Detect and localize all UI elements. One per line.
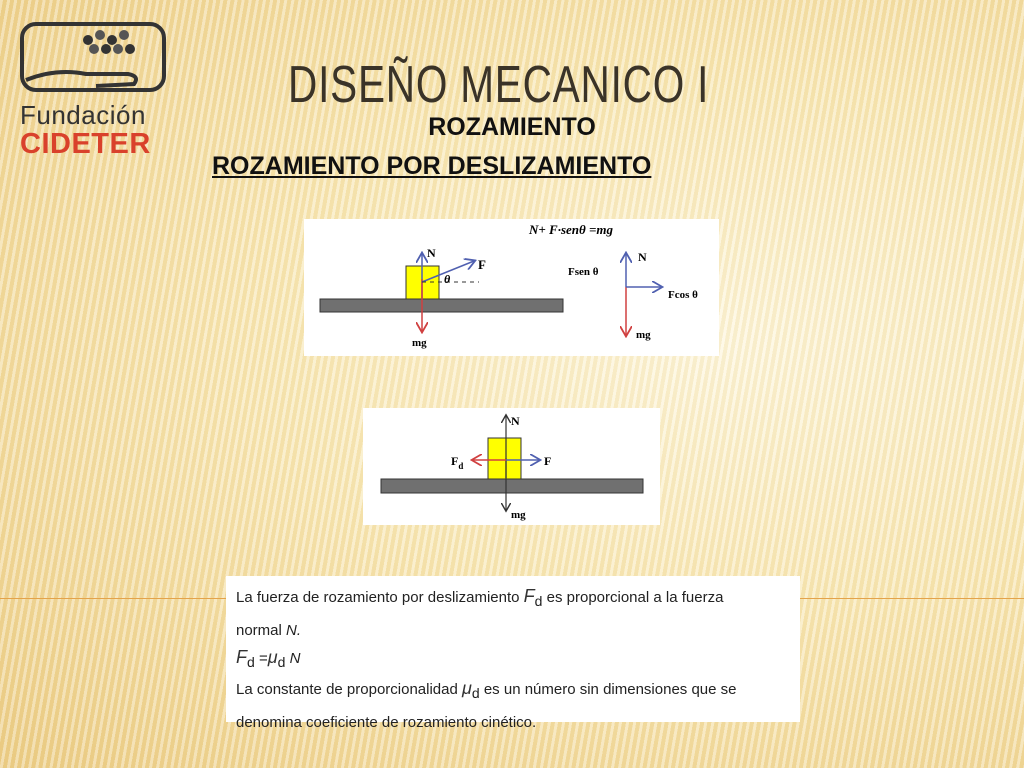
label-mg-2: mg [511,509,526,521]
text-line-5: denomina coeficiente de rozamiento cinético. [236,714,537,731]
text-line-4: La constante de proporcionalidad μd es un número sin dimensiones que se [236,678,737,701]
label-fbd-N: N [638,250,647,264]
label-F-2: F [544,454,552,468]
definition-textbox [226,576,800,731]
text-line-1: La fuerza de rozamiento por deslizamiento Fd es proporcional a la fuerza [236,586,724,609]
definition-paragraph [236,582,796,737]
diagram-inclined-force [304,219,719,356]
logo-text-cideter: CIDETER [20,128,151,160]
subtitle-deslizamiento: ROZAMIENTO POR DESLIZAMIENTO [212,152,652,180]
subtitle-rozamiento-text: ROZAMIENTO [428,113,596,141]
label-Fd: $F_d$ [451,454,464,471]
label-fcos: Fcos θ [668,289,698,301]
label-theta: θ [444,272,451,286]
label-N-2: N [511,414,520,428]
ground-surface-2 [381,479,643,493]
equation-text: N+ F·senθ =mg [529,222,614,237]
block-2 [488,438,521,479]
equation-line: Fd =μd N [236,647,301,670]
label-N: N [427,246,436,260]
text-line-2: normal N. [236,622,302,639]
diagram-horizontal-force [363,408,660,525]
slide-title: DISEÑO MECANICO I [288,56,710,114]
label-fbd-mg: mg [636,329,651,341]
ground-surface [320,299,563,312]
subtitle-rozamiento [0,113,1024,142]
label-F: F [478,257,486,272]
label-fsen: Fsen θ [568,266,599,278]
label-mg: mg [412,337,427,349]
logo-text-fundacion: Fundación [20,100,146,130]
